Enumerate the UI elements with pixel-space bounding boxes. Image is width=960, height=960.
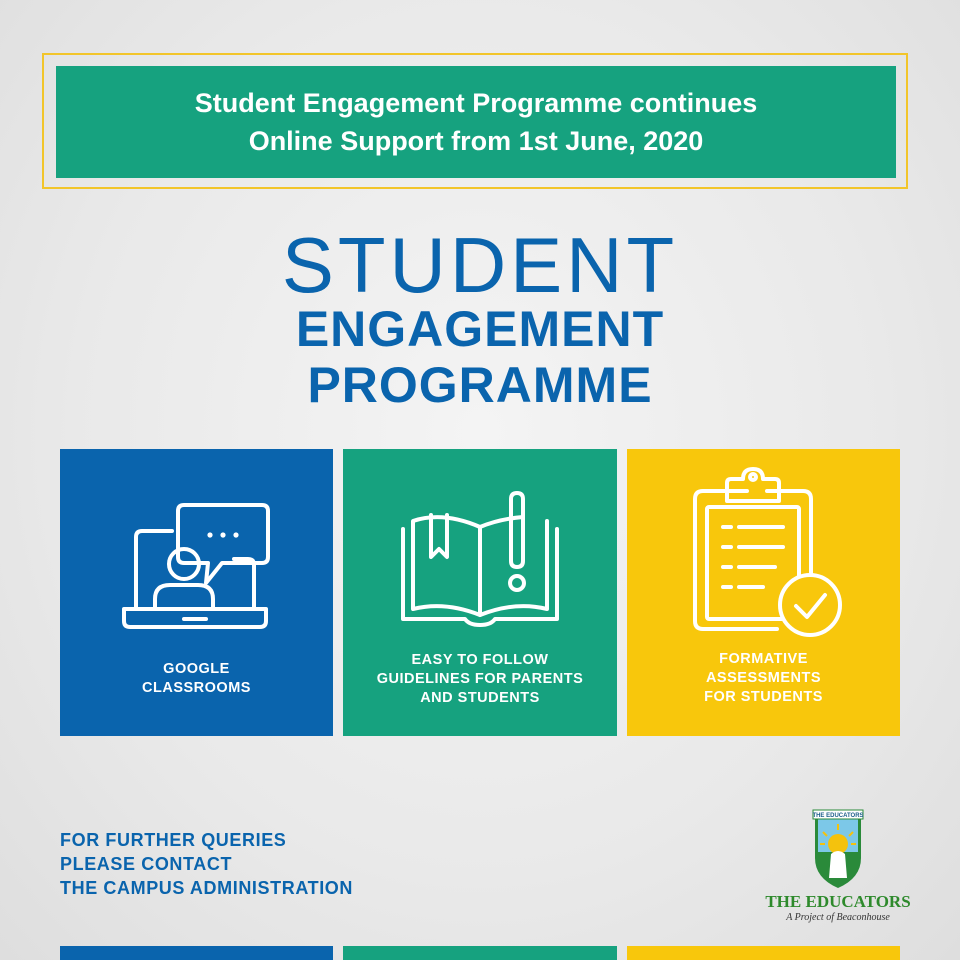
logo-name: THE EDUCATORS [765,892,911,911]
crest-icon [765,808,911,892]
label-line: EASY TO FOLLOW [411,652,549,668]
tile-label-assessments [627,650,900,707]
label-line: AND STUDENTS [420,690,540,706]
contact-note [60,828,353,900]
banner-line-2: Online Support from 1st June, 2020 [248,126,704,156]
announcement-banner [56,66,896,178]
tile-assessments [627,449,900,736]
crest-banner-text: THE EDUCATORS [812,813,864,819]
contact-line-3: THE CAMPUS ADMINISTRATION [60,878,353,898]
label-line: GUIDELINES FOR PARENTS [376,671,584,687]
label-line: FORMATIVE [719,651,808,667]
contact-line-1: FOR FURTHER QUERIES [60,830,287,850]
logo-tagline: A Project of Beaconhouse [786,912,890,923]
bottom-strip-green [343,946,617,960]
banner-line-1: Student Engagement Programme continues [194,88,758,118]
educators-logo [765,808,911,928]
contact-line-2: PLEASE CONTACT [60,854,233,874]
tile-guidelines [343,449,617,736]
title-programme: PROGRAMME [307,357,653,413]
label-line: ASSESSMENTS [705,670,822,686]
tile-google-classrooms [60,449,333,736]
bottom-strip-yellow [627,946,900,960]
label-line: FOR STUDENTS [704,689,823,705]
label-line: GOOGLE [163,661,230,677]
label-line: CLASSROOMS [142,680,251,696]
title-engagement: ENGAGEMENT [295,301,665,357]
tile-label-guidelines [343,651,617,708]
title-student: STUDENT [281,221,679,309]
bottom-strip-blue [60,946,333,960]
tile-label-google-classrooms [60,660,333,698]
